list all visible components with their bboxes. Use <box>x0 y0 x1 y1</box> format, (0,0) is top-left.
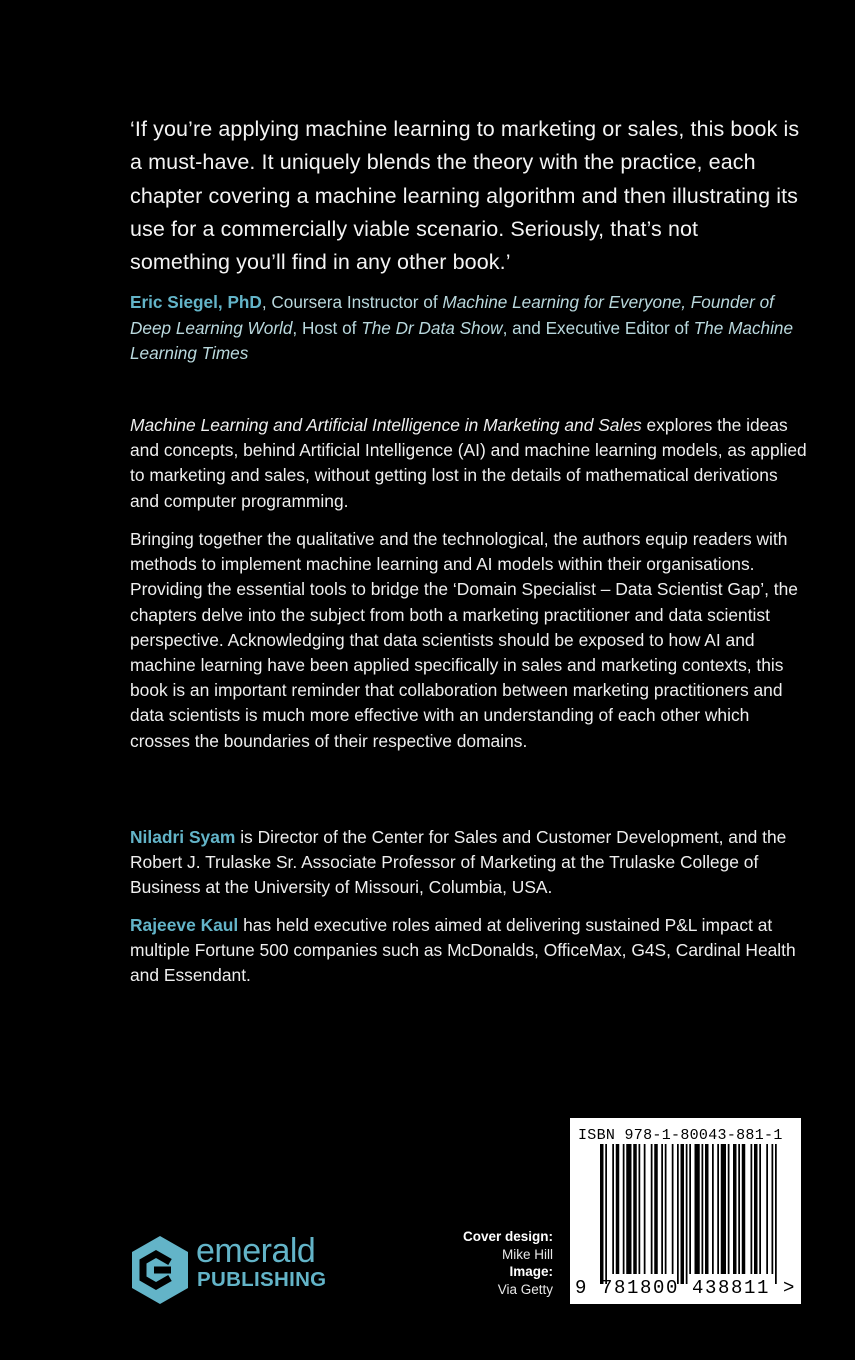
barcode-bar <box>639 1144 641 1274</box>
cover-credits <box>440 1228 553 1298</box>
barcode-bar <box>717 1144 719 1274</box>
barcode-bar <box>686 1144 688 1284</box>
isbn-digits: 9 781800 438811 > <box>575 1277 797 1299</box>
isbn-label: ISBN 978-1-80043-881-1 <box>578 1127 783 1144</box>
cover-design-value: Mike Hill <box>501 1246 553 1262</box>
barcode-bar <box>672 1144 674 1274</box>
barcode-bar <box>626 1144 631 1274</box>
barcode-bar <box>654 1144 658 1274</box>
barcode-bar <box>689 1144 691 1274</box>
attribution-work-title: The Machine Learning Times <box>130 317 794 363</box>
barcode-bar <box>733 1144 737 1274</box>
barcode-bar <box>616 1144 620 1274</box>
barcode-bar <box>665 1144 667 1274</box>
barcode-bar <box>738 1144 740 1274</box>
endorsement-attribution <box>130 290 810 367</box>
barcode-bar <box>695 1144 700 1274</box>
endorser-name: Eric Siegel, PhD <box>130 292 262 312</box>
barcode-bar <box>751 1144 753 1274</box>
publisher-subname: PUBLISHING <box>197 1268 327 1291</box>
barcode-bar <box>661 1144 663 1274</box>
barcode-bar <box>775 1144 777 1284</box>
barcode-bar <box>681 1144 685 1284</box>
barcode-bar <box>612 1144 614 1274</box>
blurb-paragraph-2: Bringing together the qualitative and the technological, the authors equip readers with methods to implement machine learning and AI models within their organisations. Providing the essential tools to bridge the ‘Domain Specialist – Data Scientist Gap’, the chapters delve into the subject from both a marketing practitioner and data scientist perspective. Acknowledging that data scientists should be exposed to how AI and machine learning have been applied specifically in sales and marketing contexts, this book is an important reminder that collaboration between marketing practitioners and data scientists is much more effective with an understanding of each other which crosses the boundaries of their respective domains. <box>130 529 798 751</box>
barcode-bar <box>754 1144 758 1274</box>
barcode-bar <box>651 1144 653 1274</box>
book-title: Machine Learning and Artificial Intelligence in Marketing and Sales <box>130 415 642 435</box>
endorsement-quote: ‘If you’re applying machine learning to marketing or sales, this book is a must-have. It uniquely blends the theory with the practice, each chapter covering a machine learning algorithm and then illustrating its use for a commercially viable scenario. Seriously, that’s not something you’ll find in any other book.’ <box>130 117 800 275</box>
barcode-bar <box>759 1144 761 1274</box>
barcode-bar <box>702 1144 704 1274</box>
attribution-work-title: The Dr Data Show <box>361 317 503 338</box>
barcode-bar <box>644 1144 646 1274</box>
attribution-text: , and Executive Editor of <box>502 317 694 338</box>
attribution-work-title: Founder of Deep Learning World <box>130 292 774 338</box>
barcode-bar <box>677 1144 679 1284</box>
barcode-bar <box>766 1144 768 1274</box>
blurb-text: explores the ideas and concepts, behind Artificial Intelligence (AI) and machine learning models, as applied to marketing and sales, without getting lost in the details of mathematical derivations and computer programming. <box>130 415 807 511</box>
barcode-bar <box>633 1144 637 1274</box>
blurb-paragraph-1 <box>130 413 810 514</box>
publisher-logo <box>130 1233 340 1305</box>
barcode-bar <box>705 1144 709 1274</box>
barcode-bar <box>721 1144 726 1274</box>
author-bio-text: has held executive roles aimed at delivering sustained P&L impact at multiple Fortune 500 companies such as McDonalds, OfficeMax, G4S, Cardinal Health and Essendant. <box>130 915 796 986</box>
publisher-name: emerald <box>196 1232 316 1270</box>
attribution-text: , Host of <box>292 317 362 338</box>
image-label: Image: <box>509 1264 553 1279</box>
barcode-bar <box>728 1144 730 1274</box>
author-bio-1 <box>130 825 810 901</box>
barcode-bar <box>605 1144 607 1284</box>
author-bio-2 <box>130 913 810 989</box>
author-name: Rajeeve Kaul <box>130 915 239 935</box>
barcode-bar <box>623 1144 625 1274</box>
barcode-bar <box>712 1144 714 1274</box>
attribution-text: , Coursera Instructor of <box>261 292 443 312</box>
barcode-bar <box>772 1144 774 1274</box>
emerald-hexagon-icon <box>130 1235 190 1305</box>
isbn-barcode <box>570 1118 801 1304</box>
author-name: Niladri Syam <box>130 827 236 847</box>
attribution-work-title: Machine Learning for Everyone, <box>442 292 687 312</box>
image-value: Via Getty <box>497 1281 553 1297</box>
author-bio-text: is Director of the Center for Sales and Customer Development, and the Robert J. Trulaske Sr. Associate Professor of Marketing at the Trulaske College of Business at the University of Missouri, Columbia, USA. <box>130 827 787 898</box>
barcode-bar <box>742 1144 746 1274</box>
cover-design-label: Cover design: <box>462 1229 553 1244</box>
barcode-bar <box>600 1144 604 1284</box>
